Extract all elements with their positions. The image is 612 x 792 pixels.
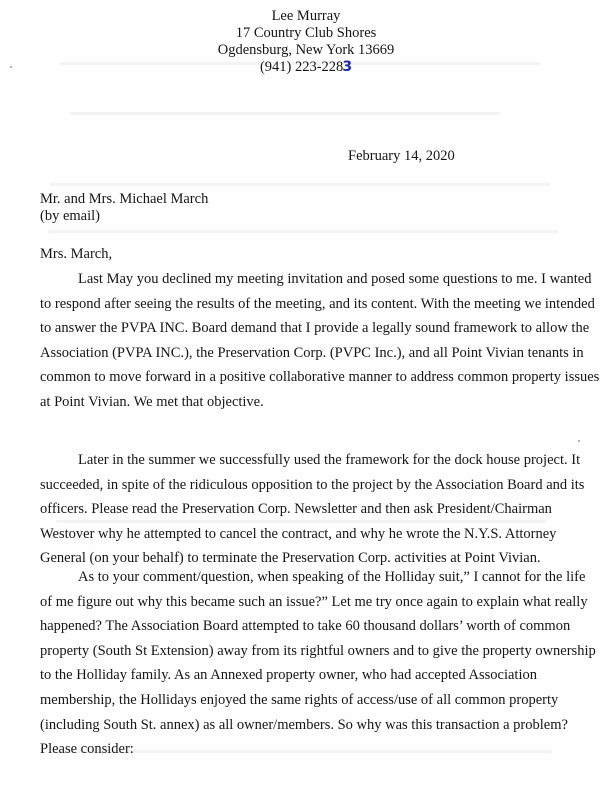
paragraph-line: membership, the Hollidays enjoyed the same rights of access/use of all common property [40, 691, 559, 708]
body-paragraph-1 [40, 267, 600, 415]
sender-city: Ogdensburg, New York 13669 [217, 42, 395, 58]
bleed-through-mark [70, 112, 500, 115]
letter-date: February 14, 2020 [348, 148, 455, 164]
paragraph-line: (including South St. annex) as all owner/members. So why was this transaction a problem? [40, 716, 568, 733]
phone-number: (941) 223-228 [259, 59, 344, 75]
paragraph-line: General (on your behalf) to terminate the Preservation Corp. activities at Point Vivian. [40, 550, 541, 567]
paragraph-line: Later in the summer we successfully used the framework for the dock house project. It [78, 452, 581, 468]
paragraph-line: of me figure out why this became such an issue?” Let me try once again to explain what really [40, 593, 588, 610]
paragraph-line: succeeded, in spite of the ridiculous opposition to the project by the Association Board and its [40, 476, 585, 493]
speck [578, 440, 580, 442]
handwritten-digit: 3 [342, 59, 353, 75]
paragraph-line: to answer the PVPA INC. Board demand that I provide a legally sound framework to allow the [40, 320, 590, 337]
paragraph-line: Association (PVPA INC.), the Preservation Corp. (PVPC Inc.), and all Point Vivian tenants in [40, 344, 584, 361]
bleed-through-mark [50, 183, 550, 186]
paragraph-line: at Point Vivian. We met that objective. [40, 393, 264, 410]
addressee-block [40, 191, 208, 225]
paragraph-line: to respond after seeing the results of the meeting, and its content. With the meeting we intended [40, 295, 595, 312]
paragraph-line: property (South St Extension) away from its rightful owners and to give the property ownership [40, 642, 596, 659]
paragraph-line: officers. Please read the Preservation Corp. Newsletter and then ask President/Chairman [40, 501, 552, 518]
paragraph-line: happened? The Association Board attempted to take 60 thousand dollars’ worth of common [40, 618, 571, 635]
addressee-name: Mr. and Mrs. Michael March [40, 191, 209, 207]
body-paragraph-3 [40, 565, 596, 762]
paragraph-line: Please consider: [40, 741, 134, 758]
body-paragraph-2 [40, 448, 585, 571]
paragraph-line: As to your comment/question, when speaking of the Holliday suit,” I cannot for the life [78, 569, 586, 585]
paragraph-line: Westover why he attempted to cancel the contract, and why he wrote the N.Y.S. Attorney [40, 525, 557, 542]
paragraph-line: Last May you declined my meeting invitation and posed some questions to me. I wanted [78, 271, 592, 287]
sender-name: Lee Murray [271, 8, 341, 24]
speck [10, 66, 12, 68]
sender-phone [150, 59, 462, 76]
paragraph-line: to the Holliday family. As an Annexed property owner, who had accepted Association [40, 667, 537, 684]
salutation: Mrs. March, [40, 246, 113, 262]
sender-street: 17 Country Club Shores [235, 25, 377, 41]
bleed-through-mark [48, 230, 558, 233]
delivery-method: (by email) [40, 208, 100, 224]
paragraph-line: common to move forward in a positive collaborative manner to address common property issues [40, 369, 600, 386]
sender-letterhead [150, 8, 462, 76]
